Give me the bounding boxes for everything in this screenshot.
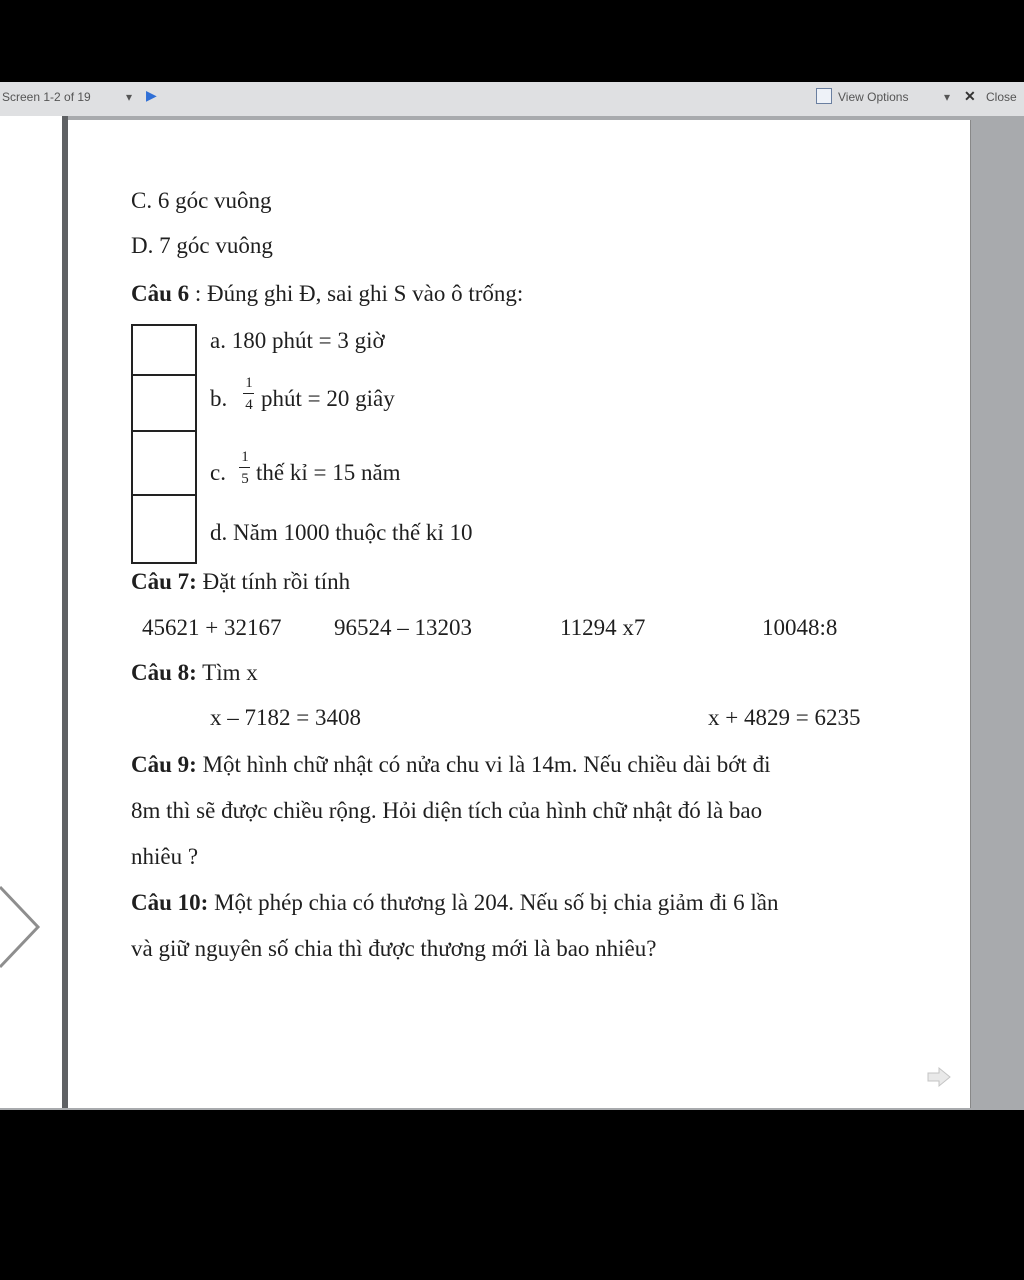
fraction-c-bar — [239, 467, 250, 468]
calc-item: 96524 – 13203 — [334, 615, 472, 640]
statement-b-text: phút = 20 giây — [261, 386, 395, 411]
question-9-line-1 — [131, 752, 770, 778]
answer-box-b[interactable] — [131, 374, 197, 432]
answer-box-a[interactable] — [131, 324, 197, 376]
option-c: C. 6 góc vuông — [131, 188, 272, 213]
bottom-black-area — [0, 1110, 1024, 1280]
question-6-label: Câu 6 — [131, 281, 190, 306]
question-7-text: Đặt tính rồi tính — [196, 569, 351, 594]
close-button[interactable]: Close — [986, 90, 1017, 104]
next-page-arrow-icon[interactable] — [926, 1066, 952, 1088]
question-10-line-2: và giữ nguyên số chia thì được thương mới là bao nhiêu? — [131, 936, 657, 961]
question-9-line-3: nhiêu ? — [131, 844, 199, 869]
statement-d: d. Năm 1000 thuộc thế kỉ 10 — [210, 520, 473, 545]
question-7-label: Câu 7: — [131, 569, 197, 594]
option-d: D. 7 góc vuông — [131, 233, 273, 258]
question-10-text: Một phép chia có thương là 204. Nếu số bị chia giảm đi 6 lần — [208, 890, 779, 915]
statement-a: a. 180 phút = 3 giờ — [210, 328, 385, 353]
fraction-b-bar — [243, 393, 254, 394]
calc-item: 45621 + 32167 — [142, 615, 282, 640]
fraction-c-denominator: 5 — [241, 471, 249, 487]
answer-box-c[interactable] — [131, 430, 197, 496]
previous-page-arrow-icon[interactable] — [0, 885, 42, 969]
view-options-icon[interactable] — [816, 88, 832, 104]
view-options-dropdown-icon[interactable]: ▾ — [944, 90, 951, 104]
question-9-label: Câu 9: — [131, 752, 197, 777]
question-6 — [131, 281, 523, 307]
statement-b-prefix: b. — [210, 386, 228, 411]
question-10-label: Câu 10: — [131, 890, 209, 915]
question-8 — [131, 660, 258, 686]
statement-c-text: thế kỉ = 15 năm — [256, 460, 401, 485]
calc-item: 11294 x7 — [560, 615, 646, 640]
fraction-b-denominator: 4 — [245, 397, 253, 413]
answer-box-d[interactable] — [131, 494, 197, 564]
next-screen-icon[interactable]: ▶ — [146, 89, 157, 104]
view-options-button[interactable]: View Options — [838, 90, 909, 104]
question-6-text: : Đúng ghi Đ, sai ghi S vào ô trống: — [189, 281, 524, 306]
fraction-c-numerator: 1 — [241, 449, 249, 465]
question-10-line-1 — [131, 890, 778, 916]
screen-indicator[interactable]: Screen 1-2 of 19 — [2, 90, 91, 104]
question-8-label: Câu 8: — [131, 660, 197, 685]
question-7 — [131, 569, 350, 595]
calc-item: 10048:8 — [762, 615, 838, 640]
close-icon[interactable]: ✕ — [964, 88, 976, 104]
equation-1: x – 7182 = 3408 — [210, 705, 361, 730]
question-9-line-2: 8m thì sẽ được chiều rộng. Hỏi diện tích của hình chữ nhật đó là bao — [131, 798, 763, 823]
screen-dropdown-icon[interactable]: ▾ — [126, 90, 133, 104]
fraction-b-numerator: 1 — [245, 375, 253, 391]
equation-2: x + 4829 = 6235 — [708, 705, 861, 730]
statement-c-prefix: c. — [210, 460, 226, 485]
question-8-text: Tìm x — [196, 660, 258, 685]
reading-toolbar — [0, 82, 1024, 117]
question-9-text: Một hình chữ nhật có nửa chu vi là 14m. Nếu chiều dài bớt đi — [196, 752, 771, 777]
